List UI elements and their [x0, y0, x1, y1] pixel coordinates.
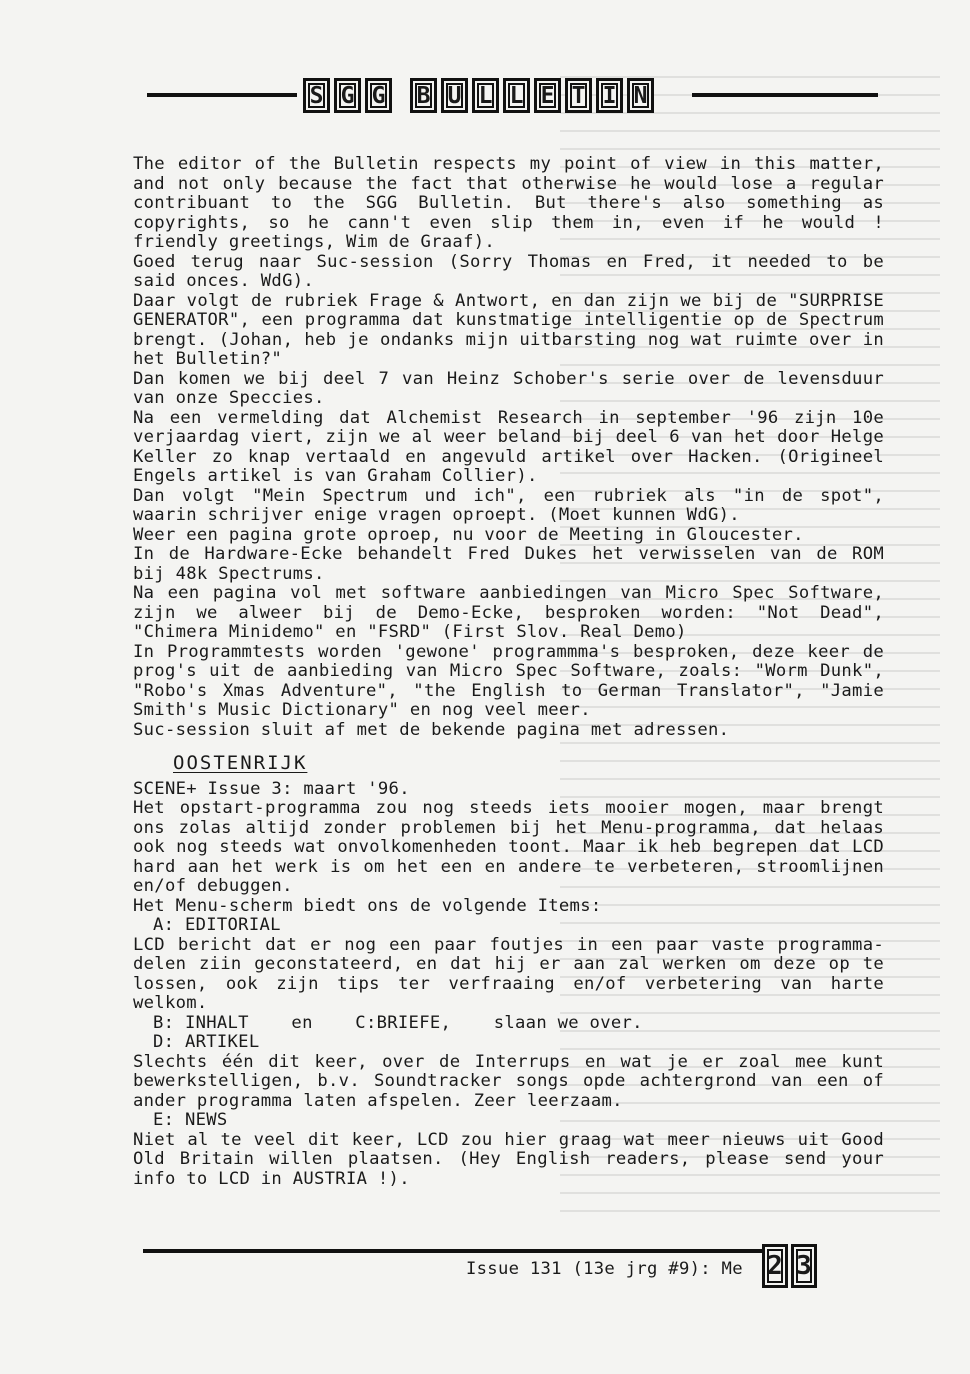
masthead-letter: G: [365, 78, 392, 113]
masthead-letter: N: [627, 78, 654, 113]
paragraph: Dan volgt "Mein Spectrum und ich", een rubriek als "in de spot", waarin schrijver enige vragen oproept. (Moet kunnen WdG).: [133, 485, 895, 525]
paragraph: In de Hardware-Ecke behandelt Fred Dukes het verwisselen van de ROM bij 48k Spectrums.: [133, 544, 895, 584]
paragraph: In Programmtests worden 'gewone' programmma's besproken, deze keer de prog's uit de aanbieding van Micro Spec Software, zoals: "Worm Dunk", "Robo's Xmas Adventure", "the English to German Translator", "Jamie Smith's Music Dictionary" en nog veel meer.: [133, 641, 895, 720]
masthead-letter: E: [534, 78, 561, 113]
paragraph: Het opstart-programma zou nog steeds iets mooier mogen, maar brengt ons zolas altijd zonder problemen bij het Menu-programma, dat helaas ook nog steeds wat onvolkomenheden toont. Maar ik heb begrepen dat LCD hard aan het werk is om het een en andere te verbeteren, stroomlijnen en/of debuggen.: [133, 798, 895, 896]
paragraph: Goed terug naar Suc-session (Sorry Thomas en Fred, it needed to be said onces. WdG).: [133, 251, 895, 291]
masthead-letter: S: [303, 78, 330, 113]
paragraph: Niet al te veel dit keer, LCD zou hier graag wat meer nieuws uit Good Old Britain willen plaatsen. (Hey English readers, please send your info to LCD in AUSTRIA !).: [133, 1129, 895, 1189]
article-body: [133, 154, 895, 1189]
paragraph: Suc-session sluit af met de bekende pagina met adressen.: [133, 719, 730, 740]
paragraph: Na een vermelding dat Alchemist Research in september '96 zijn 10e verjaardag viert, zijn we al weer beland bij deel 6 van het door Helge Keller zo knap vertaald en angevuld artikel over Hacken. (Origineel Engels artikel is van Graham Collier).: [133, 407, 895, 486]
page-digit: 3: [791, 1244, 817, 1288]
masthead-letter: L: [503, 78, 530, 113]
footer-rule: [143, 1249, 763, 1253]
masthead-letter: B: [410, 78, 437, 113]
masthead-letter: I: [596, 78, 623, 113]
header-rule-right: [692, 93, 878, 97]
item-label: E: NEWS: [153, 1110, 228, 1130]
footer-issue-text: Issue 131 (13e jrg #9): Me: [466, 1259, 743, 1279]
paragraph: Daar volgt de rubriek Frage & Antwort, en dan zijn we bij de "SURPRISE GENERATOR", een programma dat kunstmatige intelligentie op de Spectrum brengt. (Johan, heb je ondanks mijn uitbarsting nog wat ruimte over in het Bulletin?": [133, 290, 895, 369]
paragraph: Weer een pagina grote oproep, nu voor de Meeting in Gloucester.: [133, 524, 804, 545]
paragraph: Dan komen we bij deel 7 van Heinz Schober's serie over de levensduur van onze Speccies.: [133, 368, 895, 408]
masthead-letter: G: [334, 78, 361, 113]
item-label: A: EDITORIAL: [153, 915, 281, 935]
header-rule-left: [147, 93, 297, 97]
page-digit: 2: [762, 1244, 788, 1288]
masthead-letter: U: [441, 78, 468, 113]
masthead-logo: [303, 78, 654, 113]
paragraph: Het Menu-scherm biedt ons de volgende Items:: [133, 895, 602, 916]
paragraph: Na een pagina vol met software aanbiedingen van Micro Spec Software, zijn we alweer bij de Demo-Ecke, besproken worden: "Not Dead", "Chimera Minidemo" en "FSRD" (First Slov. Real Demo): [133, 583, 895, 642]
paragraph: Slechts één dit keer, over de Interrups en wat je er zoal mee kunt bewerkstelligen, b.v. Soundtracker songs opde achtergrond van een of ander programma laten afspelen. Zeer leerzaam.: [133, 1051, 895, 1111]
issue-line: SCENE+ Issue 3: maart '96.: [133, 778, 410, 799]
masthead-letter: L: [472, 78, 499, 113]
paragraph: LCD bericht dat er nog een paar foutjes in een paar vaste programma-delen ziin geconstateerd, en dat hij er aan zal werken om deze op te lossen, ook zijn tips ter verfraaing en/of verbetering van harte welkom.: [133, 934, 895, 1013]
item-label: B: INHALT en C:BRIEFE, slaan we over.: [153, 1012, 643, 1033]
page-number: [762, 1244, 817, 1288]
masthead-spacer: [396, 78, 406, 113]
section-heading: OOSTENRIJK: [173, 752, 308, 774]
masthead-letter: T: [565, 78, 592, 113]
item-label: D: ARTIKEL: [153, 1032, 260, 1052]
paragraph: The editor of the Bulletin respects my point of view in this matter, and not only because the fact that otherwise he would lose a regular contribuant to the SGG Bulletin. But there's also something as copyrights, so he cann't even slip them in, even if he would ! friendly greetings, Wim de Graaf).: [133, 154, 895, 252]
